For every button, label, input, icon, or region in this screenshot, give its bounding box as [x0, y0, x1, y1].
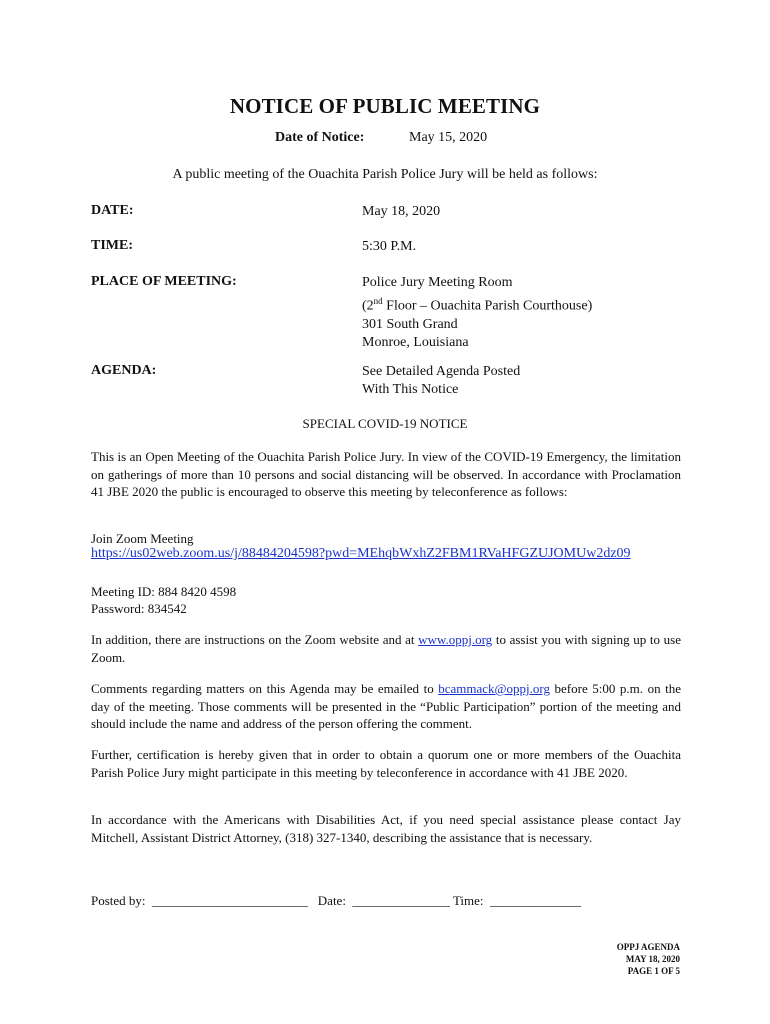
- place-value: [362, 274, 592, 352]
- meeting-password: Password: 834542: [91, 601, 187, 616]
- time-value: 5:30 P.M.: [362, 239, 417, 254]
- open-meeting-paragraph: This is an Open Meeting of the Ouachita Parish Police Jury. In view of the COVID-19 Emergency, the limitation on gatherings of more than 10 persons and social distancing will be observed. In accordance with Proclamation 41 JBE 2020 the public is encouraged to observe this meeting by teleconference as follows:: [91, 449, 681, 499]
- email-link[interactable]: bcammack@oppj.org: [438, 681, 550, 696]
- notice-date-label: Date of Notice:: [275, 130, 365, 145]
- covid-heading: SPECIAL COVID-19 NOTICE: [302, 416, 468, 431]
- date-label: DATE:: [91, 203, 134, 218]
- instructions-post: to assist you with signing up to use Zoom.: [91, 632, 682, 665]
- document-title: NOTICE OF PUBLIC MEETING: [229, 94, 541, 118]
- agenda-line-1: See Detailed Agenda Posted: [362, 364, 521, 379]
- place-line-4: Monroe, Louisiana: [362, 334, 469, 350]
- agenda-label: AGENDA:: [91, 363, 157, 378]
- footer-line-3: PAGE 1 OF 5: [627, 966, 680, 976]
- notice-date-value: May 15, 2020: [409, 130, 488, 145]
- footer-line-2: MAY 18, 2020: [625, 954, 680, 964]
- place-line-2-post: Floor – Ouachita Parish Courthouse): [382, 298, 593, 314]
- place-label: PLACE OF MEETING:: [91, 274, 237, 289]
- intro-text: A public meeting of the Ouachita Parish Police Jury will be held as follows:: [172, 167, 598, 182]
- posted-by-line: Posted by: ________________________ Date: _______________ Time: ______________: [91, 893, 582, 908]
- comments-post: before 5:00 p.m. on the day of the meeting. Those comments will be presented in the “Public Participation” portion of the meeting and should include the name and address of the person offering the comment.: [91, 681, 682, 731]
- instructions-pre: In addition, there are instructions on the Zoom website and at: [91, 632, 419, 647]
- ada-paragraph: In accordance with the Americans with Disabilities Act, if you need special assistance please contact Jay Mitchell, Assistant District Attorney, (318) 327-1340, describing the assistance that is necessary.: [91, 812, 681, 845]
- place-line-2-sup: nd: [373, 296, 383, 306]
- agenda-line-2: With This Notice: [362, 382, 459, 397]
- place-line-2: [362, 292, 592, 316]
- page-footer: [617, 941, 680, 977]
- join-zoom-label: Join Zoom Meeting: [91, 531, 194, 546]
- oppj-website-link[interactable]: www.oppj.org: [418, 632, 493, 647]
- instructions-paragraph: [91, 631, 681, 666]
- meeting-id: Meeting ID: 884 8420 4598: [91, 584, 237, 599]
- zoom-meeting-link[interactable]: https://us02web.zoom.us/j/88484204598?pwd=MEhqbWxhZ2FBM1RVaHFGZUJOMUw2dz09: [91, 546, 631, 561]
- quorum-paragraph: Further, certification is hereby given that in order to obtain a quorum one or more members of the Ouachita Parish Police Jury might participate in this meeting by teleconference in accordance with 41 JBE 2020.: [91, 747, 681, 780]
- comments-paragraph: [91, 680, 681, 733]
- agenda-value: [362, 363, 520, 399]
- date-value: May 18, 2020: [362, 204, 441, 219]
- comments-pre: Comments regarding matters on this Agenda may be emailed to: [91, 681, 439, 696]
- time-label: TIME:: [91, 238, 133, 253]
- place-line-2-pre: (2: [362, 298, 374, 314]
- place-line-3: 301 South Grand: [362, 316, 458, 332]
- place-line-1: Police Jury Meeting Room: [362, 275, 513, 290]
- footer-line-1: OPPJ AGENDA: [616, 942, 680, 952]
